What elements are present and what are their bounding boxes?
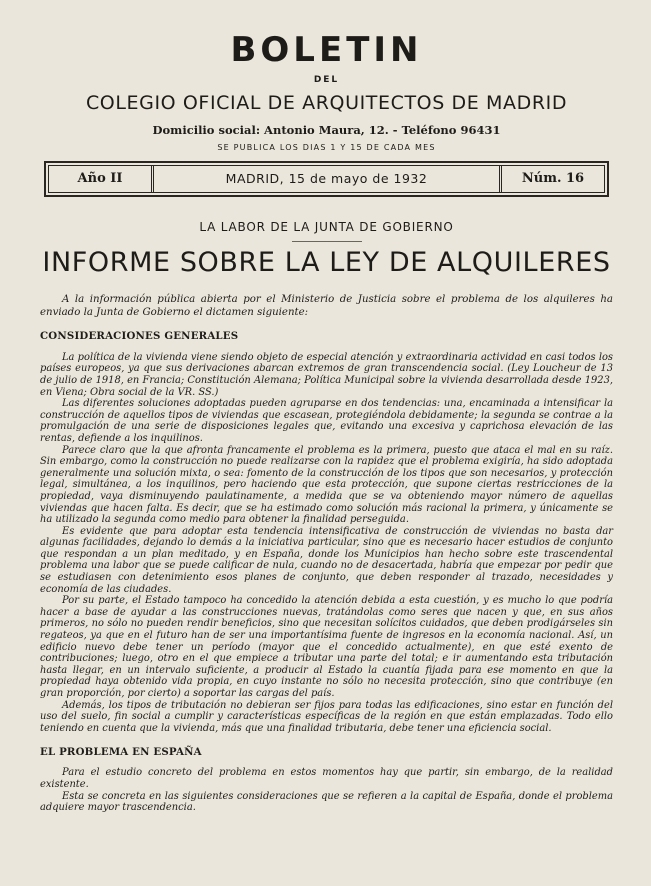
masthead-organization: COLEGIO OFICIAL DE ARQUITECTOS DE MADRID: [85, 92, 568, 114]
section-label: LA LABOR DE LA JUNTA DE GOBIERNO: [199, 220, 454, 234]
section-divider: [292, 241, 362, 242]
paragraph: Además, los tipos de tributación no debieran ser fijos para todas las edificaciones, sino estar en función del uso del suelo, fin social a cumplir y características específicas de la región en que están emplazadas. Todo ello teniendo en cuenta que la vivienda, más que una finalidad tributaria, debe tener una eficiencia social.: [40, 699, 613, 734]
issue-year: Año II: [49, 166, 154, 192]
masthead-address: Domicilio social: Antonio Maura, 12. - Teléfono 96431: [152, 123, 501, 137]
section-body-general: [40, 352, 613, 735]
masthead-publication-schedule: SE PUBLICA LOS DIAS 1 Y 15 DE CADA MES: [217, 143, 436, 152]
masthead-title: BOLETIN: [230, 30, 423, 70]
section-body-spain: [40, 767, 613, 813]
section-heading-general: CONSIDERACIONES GENERALES: [40, 329, 239, 342]
paragraph: Para el estudio concreto del problema en estos momentos hay que partir, sin embargo, de la realidad existente.: [40, 767, 613, 790]
paragraph: Por su parte, el Estado tampoco ha concedido la atención debida a esta cuestión, y es mucho lo que podría hacer a base de ayudar a las construcciones nuevas, tratándolas como seres que nacen y que, en sus años primeros, no sólo no pueden rendir beneficios, sino que necesitan solícitos cuidados, que deben prodigárseles sin regateos, ya que en el futuro han de ser una importantísima fuente de ingresos en la economía nacional. Así, un edificio nuevo debe tener un período (mayor que el concedido actualmente), en que esté exento de contribuciones; luego, otro en el que empiece a tributar una parte del total; e ir aumentando esta tributación hasta llegar, en un intervalo suficiente, a producir al Estado la cuantía fijada para ese momento en que la propiedad haya obtenido vida propia, en cuyo instante no sólo no necesita protección, sino que contribuye (en gran proporción, por cierto) a soportar las cargas del país.: [40, 595, 613, 699]
issue-date: MADRID, 15 de mayo de 1932: [225, 171, 428, 186]
issue-bar: [44, 161, 609, 197]
masthead-del: DEL: [313, 75, 340, 85]
paragraph: Es evidente que para adoptar esta tendencia intensificativa de construcción de viviendas no basta dar algunas facilidades, dejando lo demás a la iniciativa particular, sino que es necesario hacer estudios de conjunto que respondan a un plan meditado, y en España, donde los Municipios han hecho sobre este trascendental problema una labor que se puede calificar de nula, cuando no de desacertada, habría que empezar por pedir que se estudiasen con detenimiento esos planes de conjunto, que deben responder al trazado, necesidades y economía de las ciudades.: [40, 525, 613, 595]
section-heading-spain: EL PROBLEMA EN ESPAÑA: [40, 746, 202, 759]
paragraph: Esta se concreta en las siguientes consideraciones que se refieren a la capital de España, donde el problema adquiere mayor trascendencia.: [40, 790, 613, 814]
issue-number: Núm. 16: [499, 166, 604, 192]
issue-bar-inner: [48, 165, 605, 193]
paragraph: Parece claro que la que afronta francamente el problema es la primera, puesto que ataca el mal en su raíz. Sin embargo, como la construcción no puede realizarse con la rapidez que el problema exigiría, ha sido adoptada generalmente una solución mixta, o sea: fomento de la construcción de los tipos que son necesarios, y protección legal, simultánea, a los inquilinos, pero haciendo que esta protección, que supone ciertas restricciones de la propiedad, vaya disminuyendo paulatinamente, a medida que se va obteniendo mayor número de aquellas viviendas que hacen falta. Es decir, que se ha estimado como solución más racional la primera, y únicamente se ha utilizado la segunda como medio para obtener la finalidad perseguida.: [40, 444, 613, 526]
paragraph: Las diferentes soluciones adoptadas pueden agruparse en dos tendencias: una, encaminada a intensificar la construcción de aquellos tipos de viviendas que escasean, protegiéndola debidamente; la segunda se contrae a la promulgación de una serie de disposiciones legales que, evitando una excesiva y caprichosa elevación de las rentas, defiende a los inquilinos.: [40, 398, 613, 444]
article-headline: INFORME SOBRE LA LEY DE ALQUILERES: [42, 247, 611, 278]
paragraph: La política de la vivienda viene siendo objeto de especial atención y extraordinaria actividad en casi todos los países europeos, ya que sus derivaciones abarcan extremos de gran transcendencia social. (Ley Loucheur de 13 de julio de 1918, en Francia; Constitución Alemana; Política Municipal sobre la vivienda desarrollada desde 1923, en Viena; Obra social de la VR. SS.): [40, 351, 613, 398]
article-intro: A la información pública abierta por el Ministerio de Justicia sobre el problema de los alquileres ha enviado la Junta de Gobierno el dictamen siguiente:: [40, 294, 613, 318]
